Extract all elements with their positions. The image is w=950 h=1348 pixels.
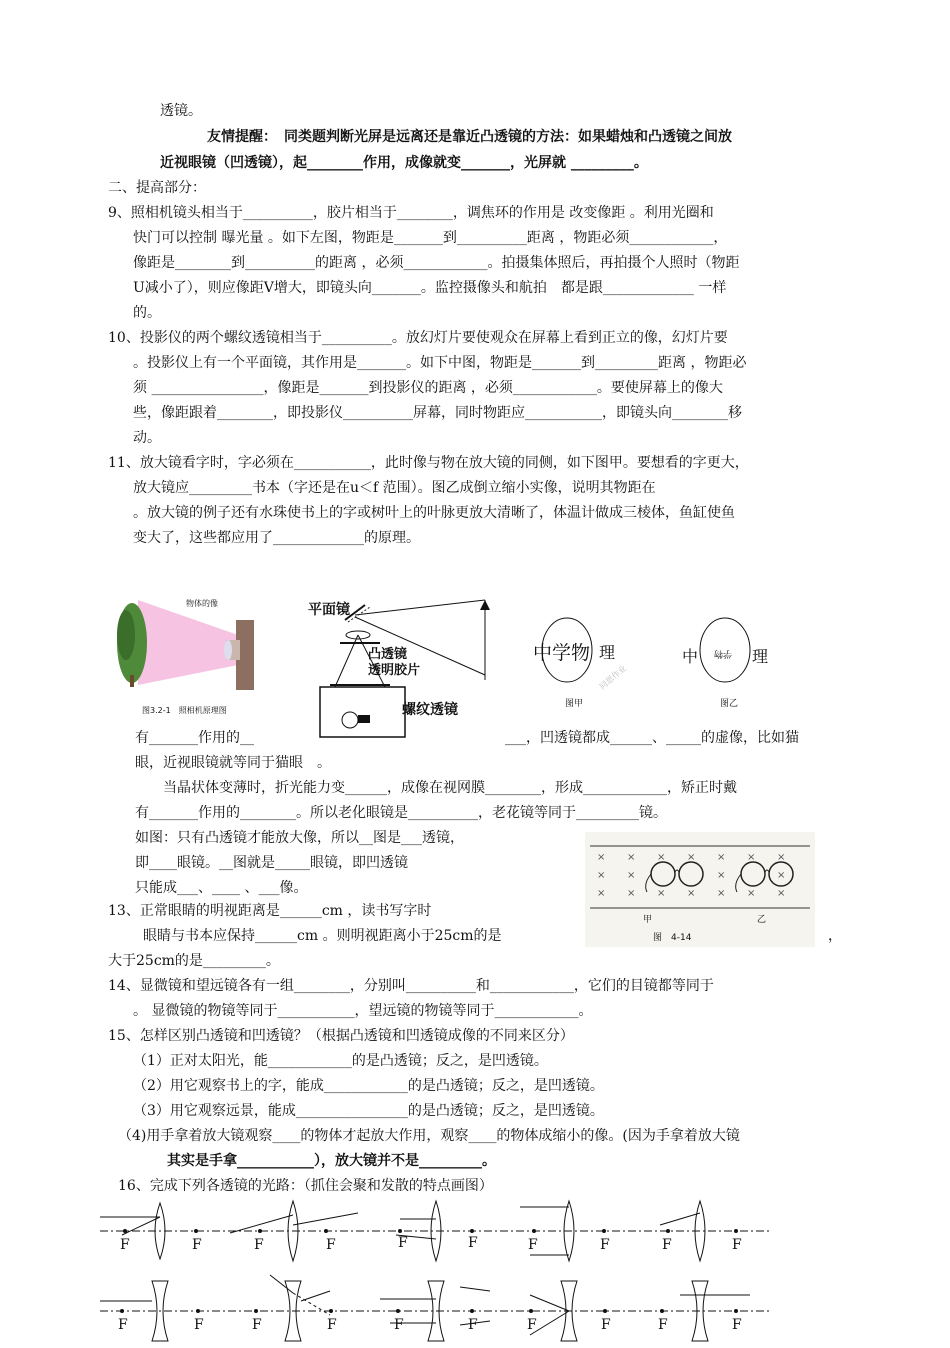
text-line: 像距是________到__________的距离 ，必须____________。拍摄集体照后，再拍摄个人照时（物距 [133,255,740,271]
svg-text:×: × [657,888,666,899]
question-16: 16、完成下列各透镜的光路：（抓住会聚和发散的特点画图） [118,1178,493,1194]
svg-text:×: × [777,852,786,863]
svg-text:×: × [597,888,606,899]
tip-line: 近视眼镜（凹透镜），起________作用，成像就变_______，光屏就 _________。 [160,155,648,171]
text-line: 放大镜应_________书本（字还是在u＜f 范围）。图乙成倒立缩小实像，说明其物距在 [133,480,656,496]
text-line: 的。 [133,305,161,321]
text-line: 动。 [133,430,161,446]
svg-text:×: × [717,870,726,881]
figure-caption: 图乙 [720,699,739,709]
figure-caption: 图3.2-1 照相机原理图 [142,706,227,715]
mirror-label: 平面镜 [308,602,350,618]
focus-label: F [394,1317,404,1333]
svg-text:×: × [657,852,666,863]
focus-label: F [528,1237,538,1253]
svg-text:×: × [597,852,606,863]
text-line: 只能成___、____ 、___像。 [135,880,308,896]
text-line: （1）正对太阳光，能____________的是凸透镜；反之，是凹透镜。 [133,1053,548,1069]
normal-text: 理 [599,643,616,662]
focus-label: F [600,1237,610,1253]
label-yi: 乙 [757,915,767,925]
question-13: 13、正常眼睛的明视距离是______cm ，读书写字时 [108,903,432,919]
svg-text:×: × [597,870,606,881]
focus-label: F [118,1317,128,1333]
text-line: 须 ________________，像距是_______到投影仪的距离 ，必须____________。要使屏幕上的像大 [133,380,723,396]
film-label: 透明胶片 [368,663,421,678]
fresnel-lens-label: 螺纹透镜 [402,702,458,718]
svg-text:×: × [747,852,756,863]
text-line: （3）用它观察远景，能成________________的是凸透镜；反之，是凹透镜。 [133,1103,604,1119]
focus-label: F [658,1317,668,1333]
label-jia: 甲 [643,915,653,925]
text-line: 。 显微镜的物镜等同于___________，望远镜的物镜等同于____________。 [133,1003,593,1019]
normal-text: 中 [682,647,699,666]
convex-lens-label: 凸透镜 [368,647,408,662]
focus-label: F [527,1317,537,1333]
focus-label: F [468,1235,478,1251]
section-heading: 二、提高部分： [108,180,206,196]
focus-label: F [327,1317,337,1333]
focus-label: F [732,1237,742,1253]
text-line: 眼睛与书本应保持______cm 。则明视距离小于25cm的是 [143,928,502,944]
focus-label: F [398,1235,408,1251]
focus-label: F [192,1237,202,1253]
svg-text:×: × [777,870,786,881]
text-line: 当晶状体变薄时，折光能力变______，成像在视网膜________，形成____________，矫正时戴 [163,780,737,796]
svg-text:×: × [747,888,756,899]
lens-ray-diagrams [100,1195,780,1344]
image-label: 物体的像 [186,599,218,608]
text-line: 其实是手拿___________），放大镜并不是_________。 [167,1153,496,1169]
focus-label: F [601,1317,611,1333]
projector-diagram [300,595,500,745]
focus-label: F [120,1237,130,1253]
figure-caption: 图 4-14 [653,933,692,943]
normal-text: 理 [752,647,769,666]
svg-text:×: × [717,888,726,899]
svg-text:×: × [627,888,636,899]
focus-label: F [252,1317,262,1333]
focus-label: F [326,1237,336,1253]
camera-diagram [108,595,268,720]
svg-text:×: × [717,852,726,863]
text-line: 大于25cm的是_________。 [108,953,280,969]
text-line: 。放大镜的例子还有水珠使书上的字或树叶上的叶脉更放大清晰了，体温计做成三棱体，鱼缸使鱼 [133,505,735,521]
focus-label: F [194,1317,204,1333]
magnifier-figure-yi [680,612,790,717]
text-line: ， [828,928,842,944]
focus-label: F [662,1237,672,1253]
text-line: （4)用手拿着放大镜观察____的物体才起放大作用，观察____的物体成缩小的像。(因为手拿着放大镜 [118,1128,740,1144]
text-line: 变大了，这些都应用了_____________的原理。 [133,530,420,546]
question-15: 15、怎样区别凸透镜和凹透镜？（根据凸透镜和凹透镜成像的不同来区分） [108,1028,574,1044]
question-11: 11、放大镜看字时，字必须在___________，此时像与物在放大镜的同侧，如下图甲。要想看的字更大， [108,455,749,471]
focus-label: F [732,1317,742,1333]
text-line: 即____眼镜。__图就是_____眼镜，即凹透镜 [135,855,408,871]
eyeglasses-diagram [585,832,815,947]
text-line: 有_______作用的__ [135,730,254,746]
tip-line: 友情提醒： 同类题判断光屏是远离还是靠近凸透镜的方法：如果蜡烛和凸透镜之间放 [207,129,732,145]
svg-text:×: × [687,852,696,863]
text-line: 快门可以控制 曝光量 。如下左图，物距是_______到__________距离 ，物距必须____________， [133,230,728,246]
svg-text:×: × [627,852,636,863]
text-line: 。投影仪上有一个平面镜，其作用是_______。如下中图，物距是_______到_________距离 ，物距必 [133,355,747,371]
svg-text:×: × [687,888,696,899]
question-10: 10、投影仪的两个螺纹透镜相当于__________。放幻灯片要使观众在屏幕上看到正立的像，幻灯片要 [108,330,728,346]
text-line: ___，凹透镜都成______、_____的虚像，比如猫 [505,730,799,746]
question-14: 14、显微镜和望远镜各有一组________，分别叫__________和____________，它们的目镜都等同于 [108,978,714,994]
focus-label: F [468,1317,478,1333]
figure-caption: 图甲 [565,699,584,709]
text-line: 些，像距跟着________，即投影仪__________屏幕，同时物距应___________，即镜头向________移 [133,405,742,421]
text-line: （2）用它观察书上的字，能成____________的是凸透镜；反之，是凹透镜。 [133,1078,604,1094]
question-9: 9、照相机镜头相当于__________，胶片相当于________，调焦环的作用是 改变像距 。利用光圈和 [108,205,714,221]
magnifier-figure-jia [525,612,645,717]
svg-text:×: × [627,870,636,881]
watermark: 同思作业 [597,663,629,692]
svg-text:×: × [777,888,786,899]
magnified-text: 中学物 [533,642,591,664]
text-line: U减小了），则应像距V增大，即镜头向_______。监控摄像头和航拍 都是跟_____________ 一样 [133,280,727,296]
focus-label: F [254,1237,264,1253]
text-line: 有_______作用的________。所以老化眼镜是__________，老花镜等同于_________镜。 [135,805,667,821]
text-line: 透镜。 [160,103,202,119]
text-line: 眼，近视眼镜就等同于猫眼 。 [135,755,331,771]
text-line: 如图：只有凸透镜才能放大像，所以__图是___透镜， [135,830,464,846]
inverted-text: 学物 [714,648,733,658]
